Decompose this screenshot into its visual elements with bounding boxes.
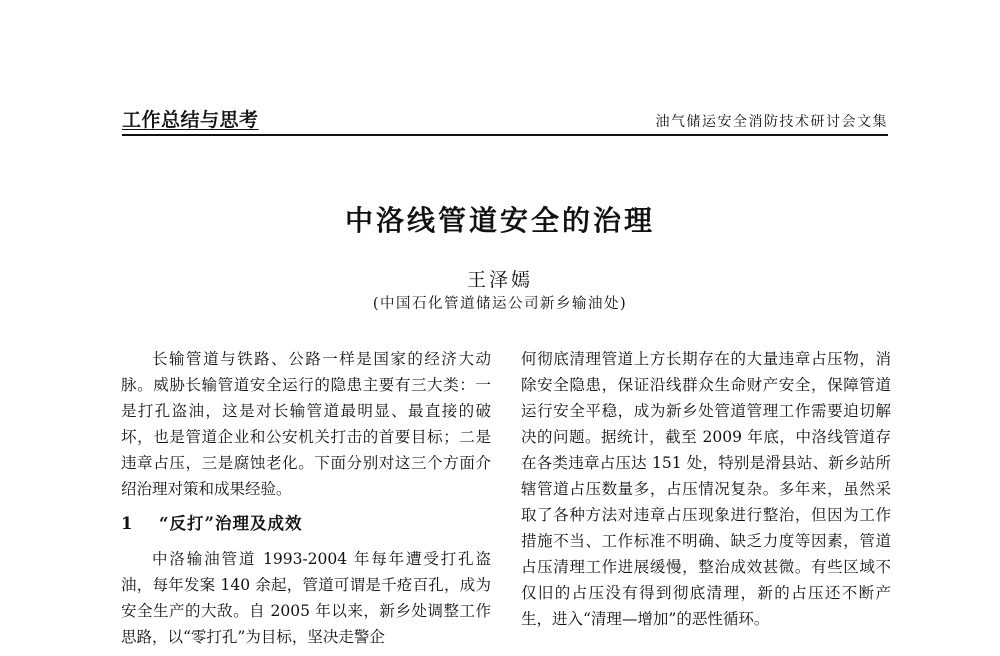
author-name: 王泽嫣 xyxy=(466,269,533,291)
left-column xyxy=(121,346,491,650)
section-label: 工作总结与思考 xyxy=(122,109,259,131)
section-number: 1 xyxy=(121,514,133,533)
continued-paragraph: 何彻底清理管道上方长期存在的大量违章占压物，消除安全隐患，保证沿线群众生命财产安全，保障管道运行安全平稳，成为新乡处管道管理工作需要迫切解决的问题。据统计，截至 2009 年底，中洛线管道存在各类违章占压达 151 处，特别是滑县站、新乡站所辖管道占压数量多，占压情况复杂。多年来，虽然采取了各种方法对违章占压现象进行整治，但因为工作措施不当、工作标准不明确、缺乏力度等因素，管道占压清理工作进展缓慢，整治成效甚微。有些区域不仅旧的占压没有得到彻底清理，新的占压还不断产生，进入“清理—增加”的恶性循环。 xyxy=(521,350,891,628)
intro-paragraph: 长输管道与铁路、公路一样是国家的经济大动脉。威胁长输管道安全运行的隐患主要有三大类：一是打孔盗油，这是对长输管道最明显、最直接的破坏，也是管道企业和公安机关打击的首要目标；二是违章占压，三是腐蚀老化。下面分别对这三个方面介绍治理对策和成果经验。 xyxy=(121,350,491,498)
section-paragraph: 中洛输油管道 1993-2004 年每年遭受打孔盗油，每年发案 140 余起，管道可谓是千疮百孔，成为安全生产的大敌。自 2005 年以来，新乡处调整工作思路，以“零打孔”为目标，坚决走警企 xyxy=(121,550,491,646)
right-column xyxy=(521,346,891,632)
journal-title: 油气储运安全消防技术研讨会文集 xyxy=(655,114,888,130)
running-header xyxy=(122,106,888,136)
article-title: 中洛线管道安全的治理 xyxy=(344,204,655,237)
author-affiliation: (中国石化管道储运公司新乡输油处) xyxy=(372,296,628,312)
section-heading xyxy=(121,511,491,537)
section-title: “反打”治理及成效 xyxy=(159,514,303,533)
